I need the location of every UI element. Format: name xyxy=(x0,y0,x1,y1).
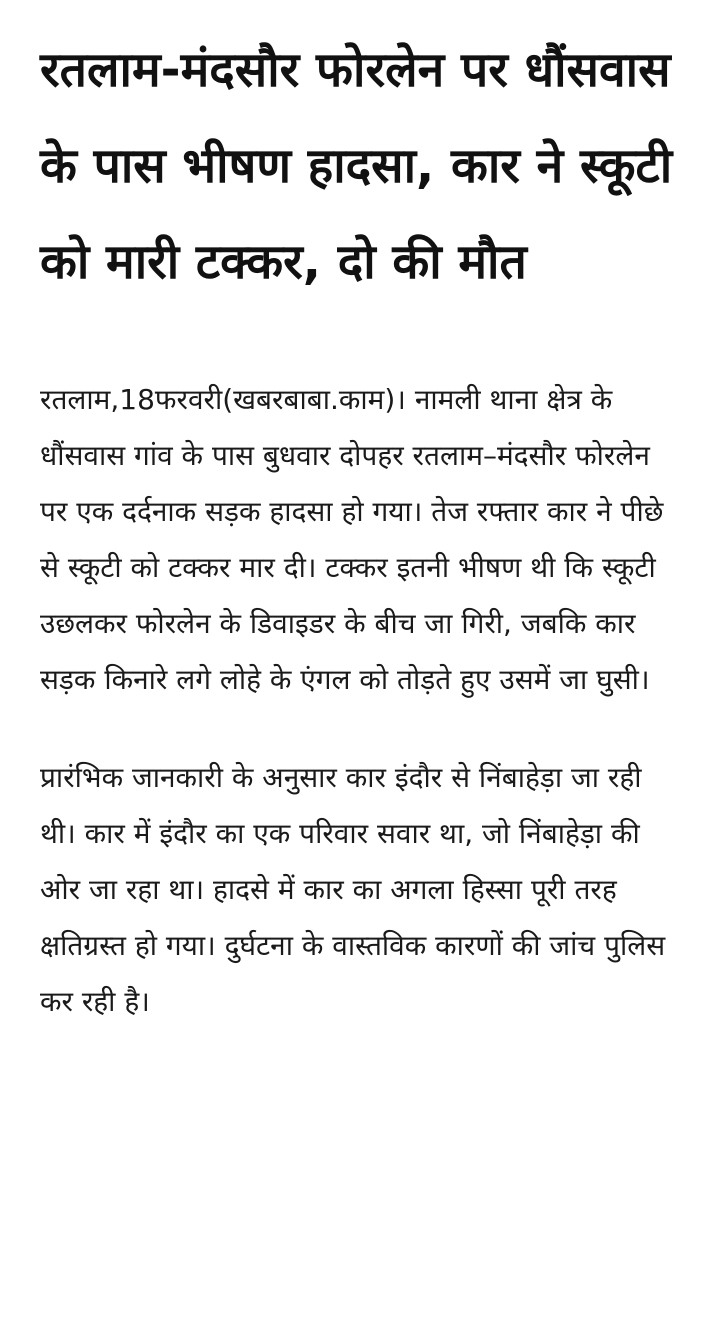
article-headline: रतलाम-मंदसौर फोरलेन पर धौंसवास के पास भीषण हादसा, कार ने स्कूटी को मारी टक्कर, दो की मौत xyxy=(40,42,673,290)
article-paragraph: रतलाम,18फरवरी(खबरबाबा.काम)। नामली थाना क्षेत्र के धौंसवास गांव के पास बुधवार दोपहर रतलाम–मंदसौर फोरलेन पर एक दर्दनाक सड़क हादसा हो गया। तेज रफ्तार कार ने पीछे से स्कूटी को टक्कर मार दी। टक्कर इतनी भीषण थी कि स्कूटी उछलकर फोरलेन के डिवाइडर के बीच जा गिरी, जबकि कार सड़क किनारे लगे लोहे के एंगल को तोड़ते हुए उसमें जा घुसी। xyxy=(40,383,664,696)
article-paragraph: प्रारंभिक जानकारी के अनुसार कार इंदौर से निंबाहेड़ा जा रही थी। कार में इंदौर का एक परिवार सवार था, जो निंबाहेड़ा की ओर जा रहा था। हादसे में कार का अगला हिस्सा पूरी तरह क्षतिग्रस्त हो गया। दुर्घटना के वास्तविक कारणों की जांच पुलिस कर रही है। xyxy=(40,761,666,1018)
